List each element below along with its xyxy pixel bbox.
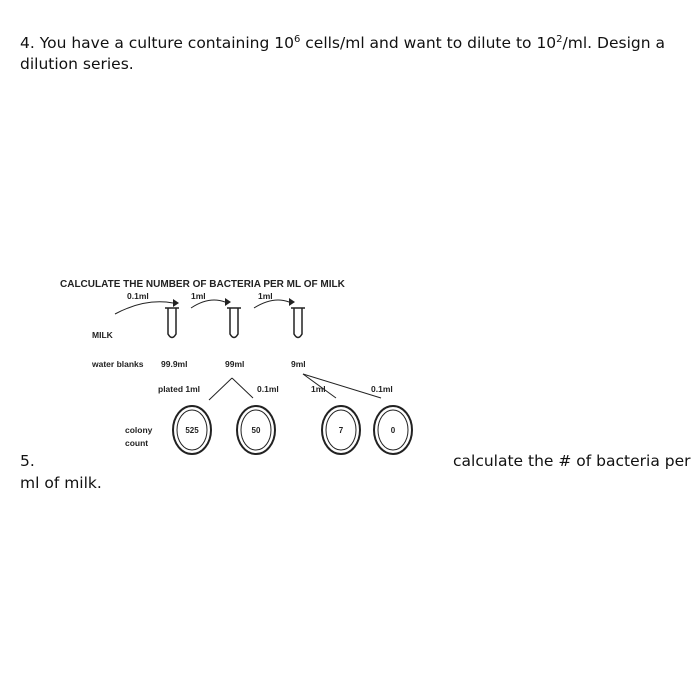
tube-1	[165, 308, 179, 338]
water-blanks-label: water blanks	[92, 359, 144, 369]
colony-count-4: 0	[390, 426, 396, 435]
colony-count-1: 525	[185, 426, 199, 435]
blank-volume-3: 9ml	[291, 359, 306, 369]
q4-exponent-a: 6	[293, 33, 301, 45]
petri-dishes	[173, 406, 412, 454]
plating-arrow-3	[303, 374, 336, 398]
plating-arrow-2	[232, 378, 253, 398]
count-label: count	[125, 438, 149, 448]
blank-volume-1: 99.9ml	[161, 359, 188, 369]
plating-arrow-1	[209, 378, 232, 400]
question-4	[20, 33, 685, 75]
tube-3	[291, 308, 305, 338]
q4-exponent-b: 2	[556, 33, 563, 45]
blank-volume-2: 99ml	[225, 359, 245, 369]
transfer-arrow-1	[115, 302, 173, 314]
plating-arrows	[209, 374, 381, 400]
question-5-text: calculate the # of bacteria per	[453, 452, 691, 470]
arrow-head-3	[289, 298, 295, 306]
plate-volume-2: 0.1ml	[257, 384, 279, 394]
plate-volume-4: 0.1ml	[371, 384, 393, 394]
transfer-arrow-2	[191, 300, 225, 308]
question-5-number: 5.	[20, 452, 35, 470]
arrow-head-2	[225, 298, 231, 306]
question-5-continuation: ml of milk.	[20, 474, 102, 492]
transfer-label-1: 0.1ml	[127, 291, 149, 301]
q4-text-b: cells/ml and want to dilute to 10	[300, 34, 557, 52]
milk-label: MILK	[92, 330, 113, 340]
test-tubes	[165, 308, 305, 338]
arrow-head-1	[173, 299, 179, 307]
plate-volume-3: 1ml	[311, 384, 326, 394]
plated-label: plated 1ml	[158, 384, 201, 394]
transfer-arrows	[115, 300, 289, 314]
tube-2	[227, 308, 241, 338]
colony-label: colony	[125, 425, 153, 435]
dilution-figure	[55, 270, 435, 470]
colony-count-2: 50	[251, 426, 261, 435]
q4-text-c: /ml. Design a dilution series.	[20, 34, 665, 73]
transfer-arrow-3	[254, 300, 289, 308]
figure-title: CALCULATE THE NUMBER OF BACTERIA PER ML OF MILK	[60, 279, 345, 290]
transfer-label-2: 1ml	[191, 291, 206, 301]
q4-text-a: 4. You have a culture containing 10	[20, 34, 294, 52]
colony-count-3: 7	[338, 426, 344, 435]
transfer-label-3: 1ml	[258, 291, 273, 301]
